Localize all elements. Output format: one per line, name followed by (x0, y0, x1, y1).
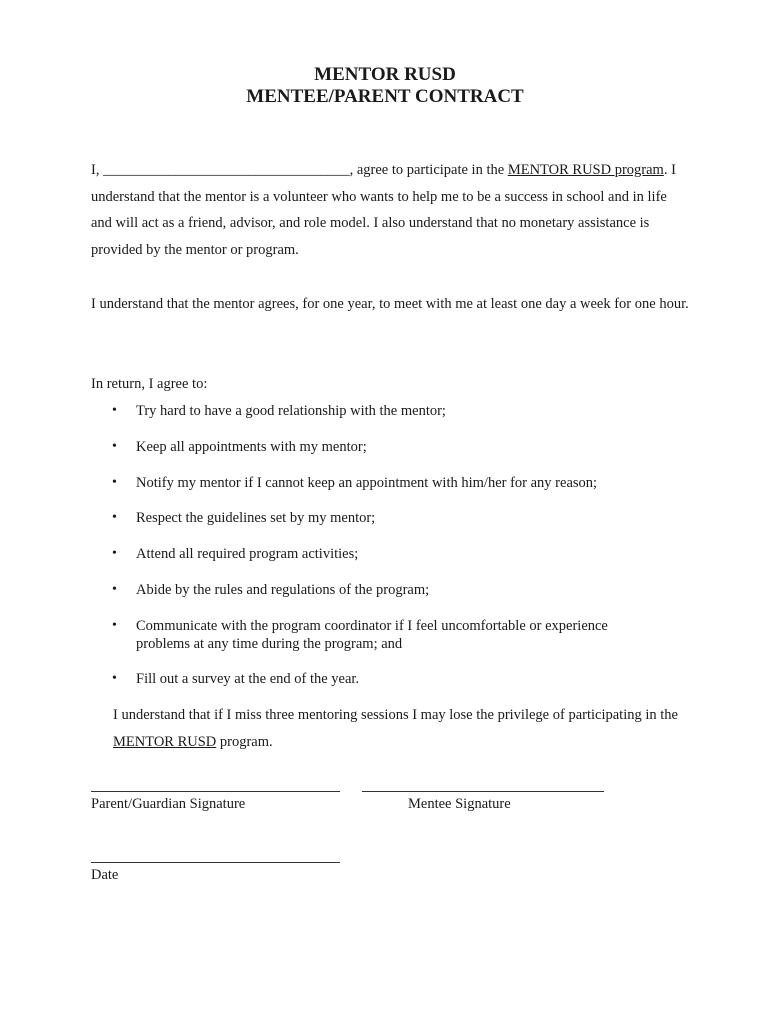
list-item-text: Respect the guidelines set by my mentor; (136, 510, 376, 526)
intro-paragraph (91, 157, 691, 263)
intro-rest: . I understand that the mentor is a volunteer who wants to help me to be a success in school and in life and will act as a friend, advisor, and role model. I also understand that no monetary assistance is provided by the mentor or program. (91, 162, 676, 258)
mentee-signature-label: Mentee Signature (408, 796, 511, 812)
mentee-signature-line (362, 791, 604, 792)
list-item-text: Try hard to have a good relationship with the mentor; (136, 403, 446, 419)
bullet-icon: • (112, 475, 117, 490)
list-item-text: Attend all required program activities; (136, 546, 359, 562)
list-item (91, 581, 691, 599)
document-title: MENTOR RUSD (314, 64, 456, 85)
list-item-text: Keep all appointments with my mentor; (136, 439, 367, 455)
document-subtitle: MENTEE/PARENT CONTRACT (246, 86, 524, 107)
mentor-agreement-paragraph: I understand that the mentor agrees, for one year, to meet with me at least one day a week for one hour. (91, 296, 689, 312)
parent-signature-line (91, 791, 340, 792)
program-name-link: MENTOR RUSD program (507, 162, 664, 178)
list-item (91, 474, 691, 492)
list-item (91, 509, 691, 527)
program-name-link: MENTOR RUSD (113, 733, 217, 750)
missed-sessions-suffix: program. (216, 733, 273, 750)
bullet-icon: • (112, 618, 117, 633)
list-item-text: Communicate with the program coordinator if I feel uncomfortable or experience problems at any time during the program; and (136, 618, 608, 652)
bullet-icon: • (112, 510, 117, 525)
list-item (91, 545, 691, 563)
missed-sessions-paragraph (113, 702, 693, 755)
date-line (91, 862, 340, 863)
list-item (91, 402, 691, 420)
missed-sessions-prefix: I understand that if I miss three mentoring sessions I may lose the privilege of participating in the (113, 707, 678, 723)
list-item-text: Fill out a survey at the end of the year. (136, 671, 360, 687)
list-item-text: Abide by the rules and regulations of the program; (136, 582, 430, 598)
date-label: Date (91, 867, 119, 883)
list-item (91, 438, 691, 456)
parent-signature-label: Parent/Guardian Signature (91, 796, 246, 812)
in-return-heading: In return, I agree to: (91, 376, 208, 392)
bullet-icon: • (112, 439, 117, 454)
list-item (91, 617, 691, 653)
intro-prefix: I, __________________________________, agree to participate in the (91, 162, 508, 178)
bullet-icon: • (112, 403, 117, 418)
list-item-text: Notify my mentor if I cannot keep an appointment with him/her for any reason; (136, 475, 598, 491)
bullet-icon: • (112, 671, 117, 686)
list-item (91, 670, 691, 688)
bullet-icon: • (112, 546, 117, 561)
bullet-icon: • (112, 582, 117, 597)
